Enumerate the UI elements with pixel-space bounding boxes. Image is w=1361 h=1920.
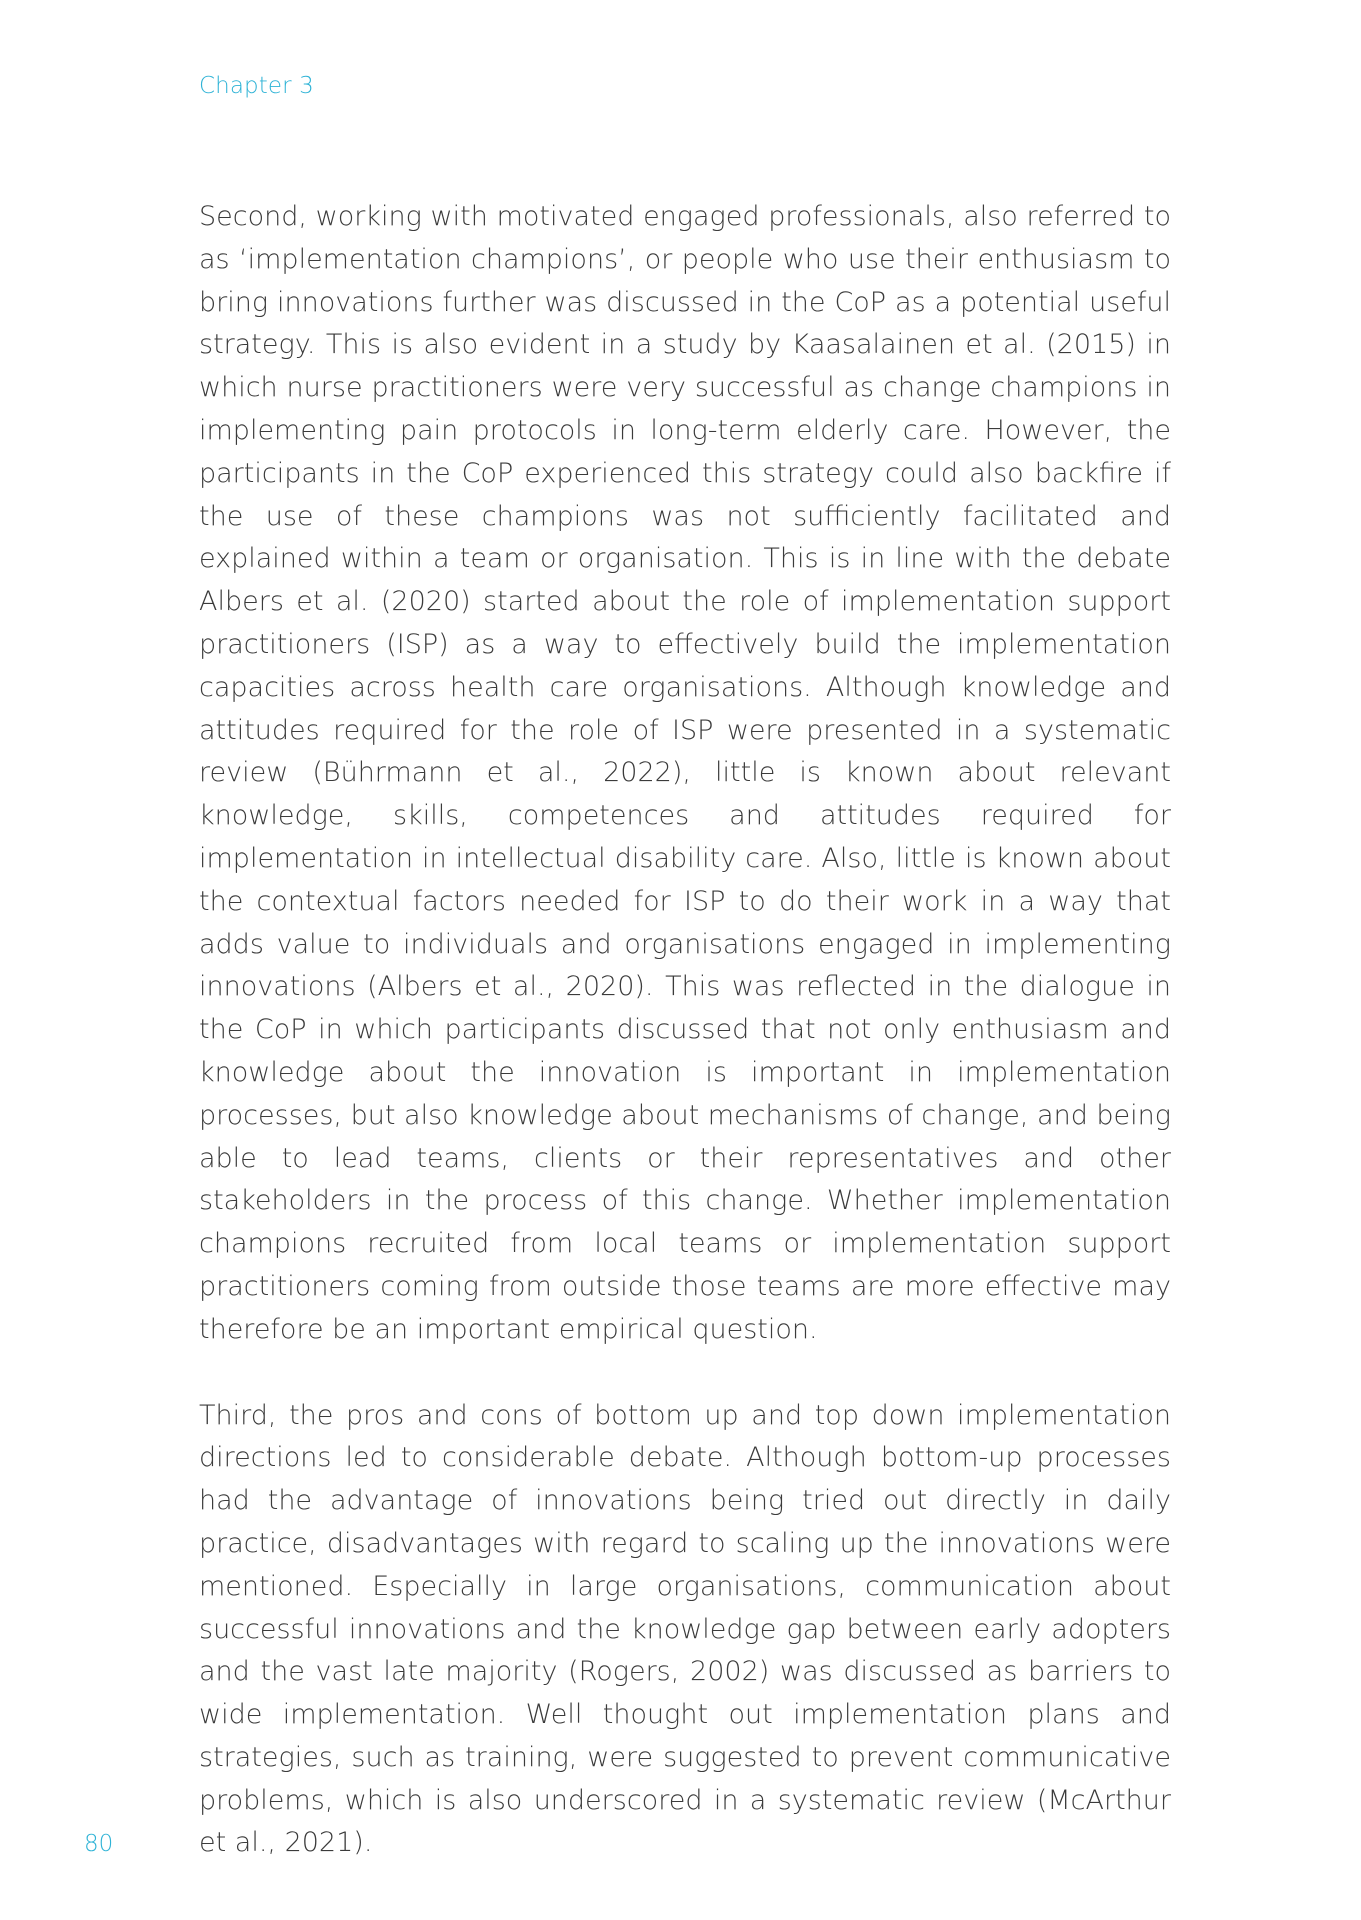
running-head: Chapter 3 — [199, 73, 314, 99]
paragraph: Third, the pros and cons of bottom up and top down implementation directions led to considerable debate. Although bottom-up processes had the advantage of innovations being tried out directly in daily practice, disadvantages with regard to scaling up the innovations were mentioned. Especially in large organisations, communication about successful innovations and the knowledge gap between early adopters and the vast late majority (Rogers, 2002) was discussed as barriers to wide implementation. Well thought out implementation plans and strategies, such as training, were suggested to prevent communicative problems, which is also underscored in a systematic review (McArthur et al., 2021). — [199, 1399, 1171, 1859]
paragraph: Second, working with motivated engaged professionals, also referred to as ‘implementation champions’, or people who use their enthusiasm to bring innovations further was discussed in the CoP as a potential useful strategy. This is also evident in a study by Kaasalainen et al. (2015) in which nurse practitioners were very successful as change champions in implementing pain protocols in long-term elderly care. However, the participants in the CoP experienced this strategy could also backfire if the use of these champions was not sufficiently facilitated and explained within a team or organisation. This is in line with the debate Albers et al. (2020) started about the role of implementation support practitioners (ISP) as a way to effectively build the implementation capacities across health care organisations. Although knowledge and attitudes required for the role of ISP were presented in a systematic review (Bührmann et al., 2022), little is known about relevant knowledge, skills, competences and attitudes required for implementation in intellectual disability care. Also, little is known about the contextual factors needed for ISP to do their work in a way that adds value to individuals and organisations engaged in implementing innovations (Albers et al., 2020). This was reflected in the dialogue in the CoP in which participants discussed that not only enthusiasm and knowledge about the innovation is important in implementation processes, but also knowledge about mechanisms of change, and being able to lead teams, clients or their representatives and other stakeholders in the process of this change. Whether implementation champions recruited from local teams or implementation support practitioners coming from outside those teams are more effective may therefore be an important empirical question. — [199, 201, 1171, 1345]
page-number: 80 — [84, 1831, 114, 1857]
body-text — [199, 196, 1171, 1865]
